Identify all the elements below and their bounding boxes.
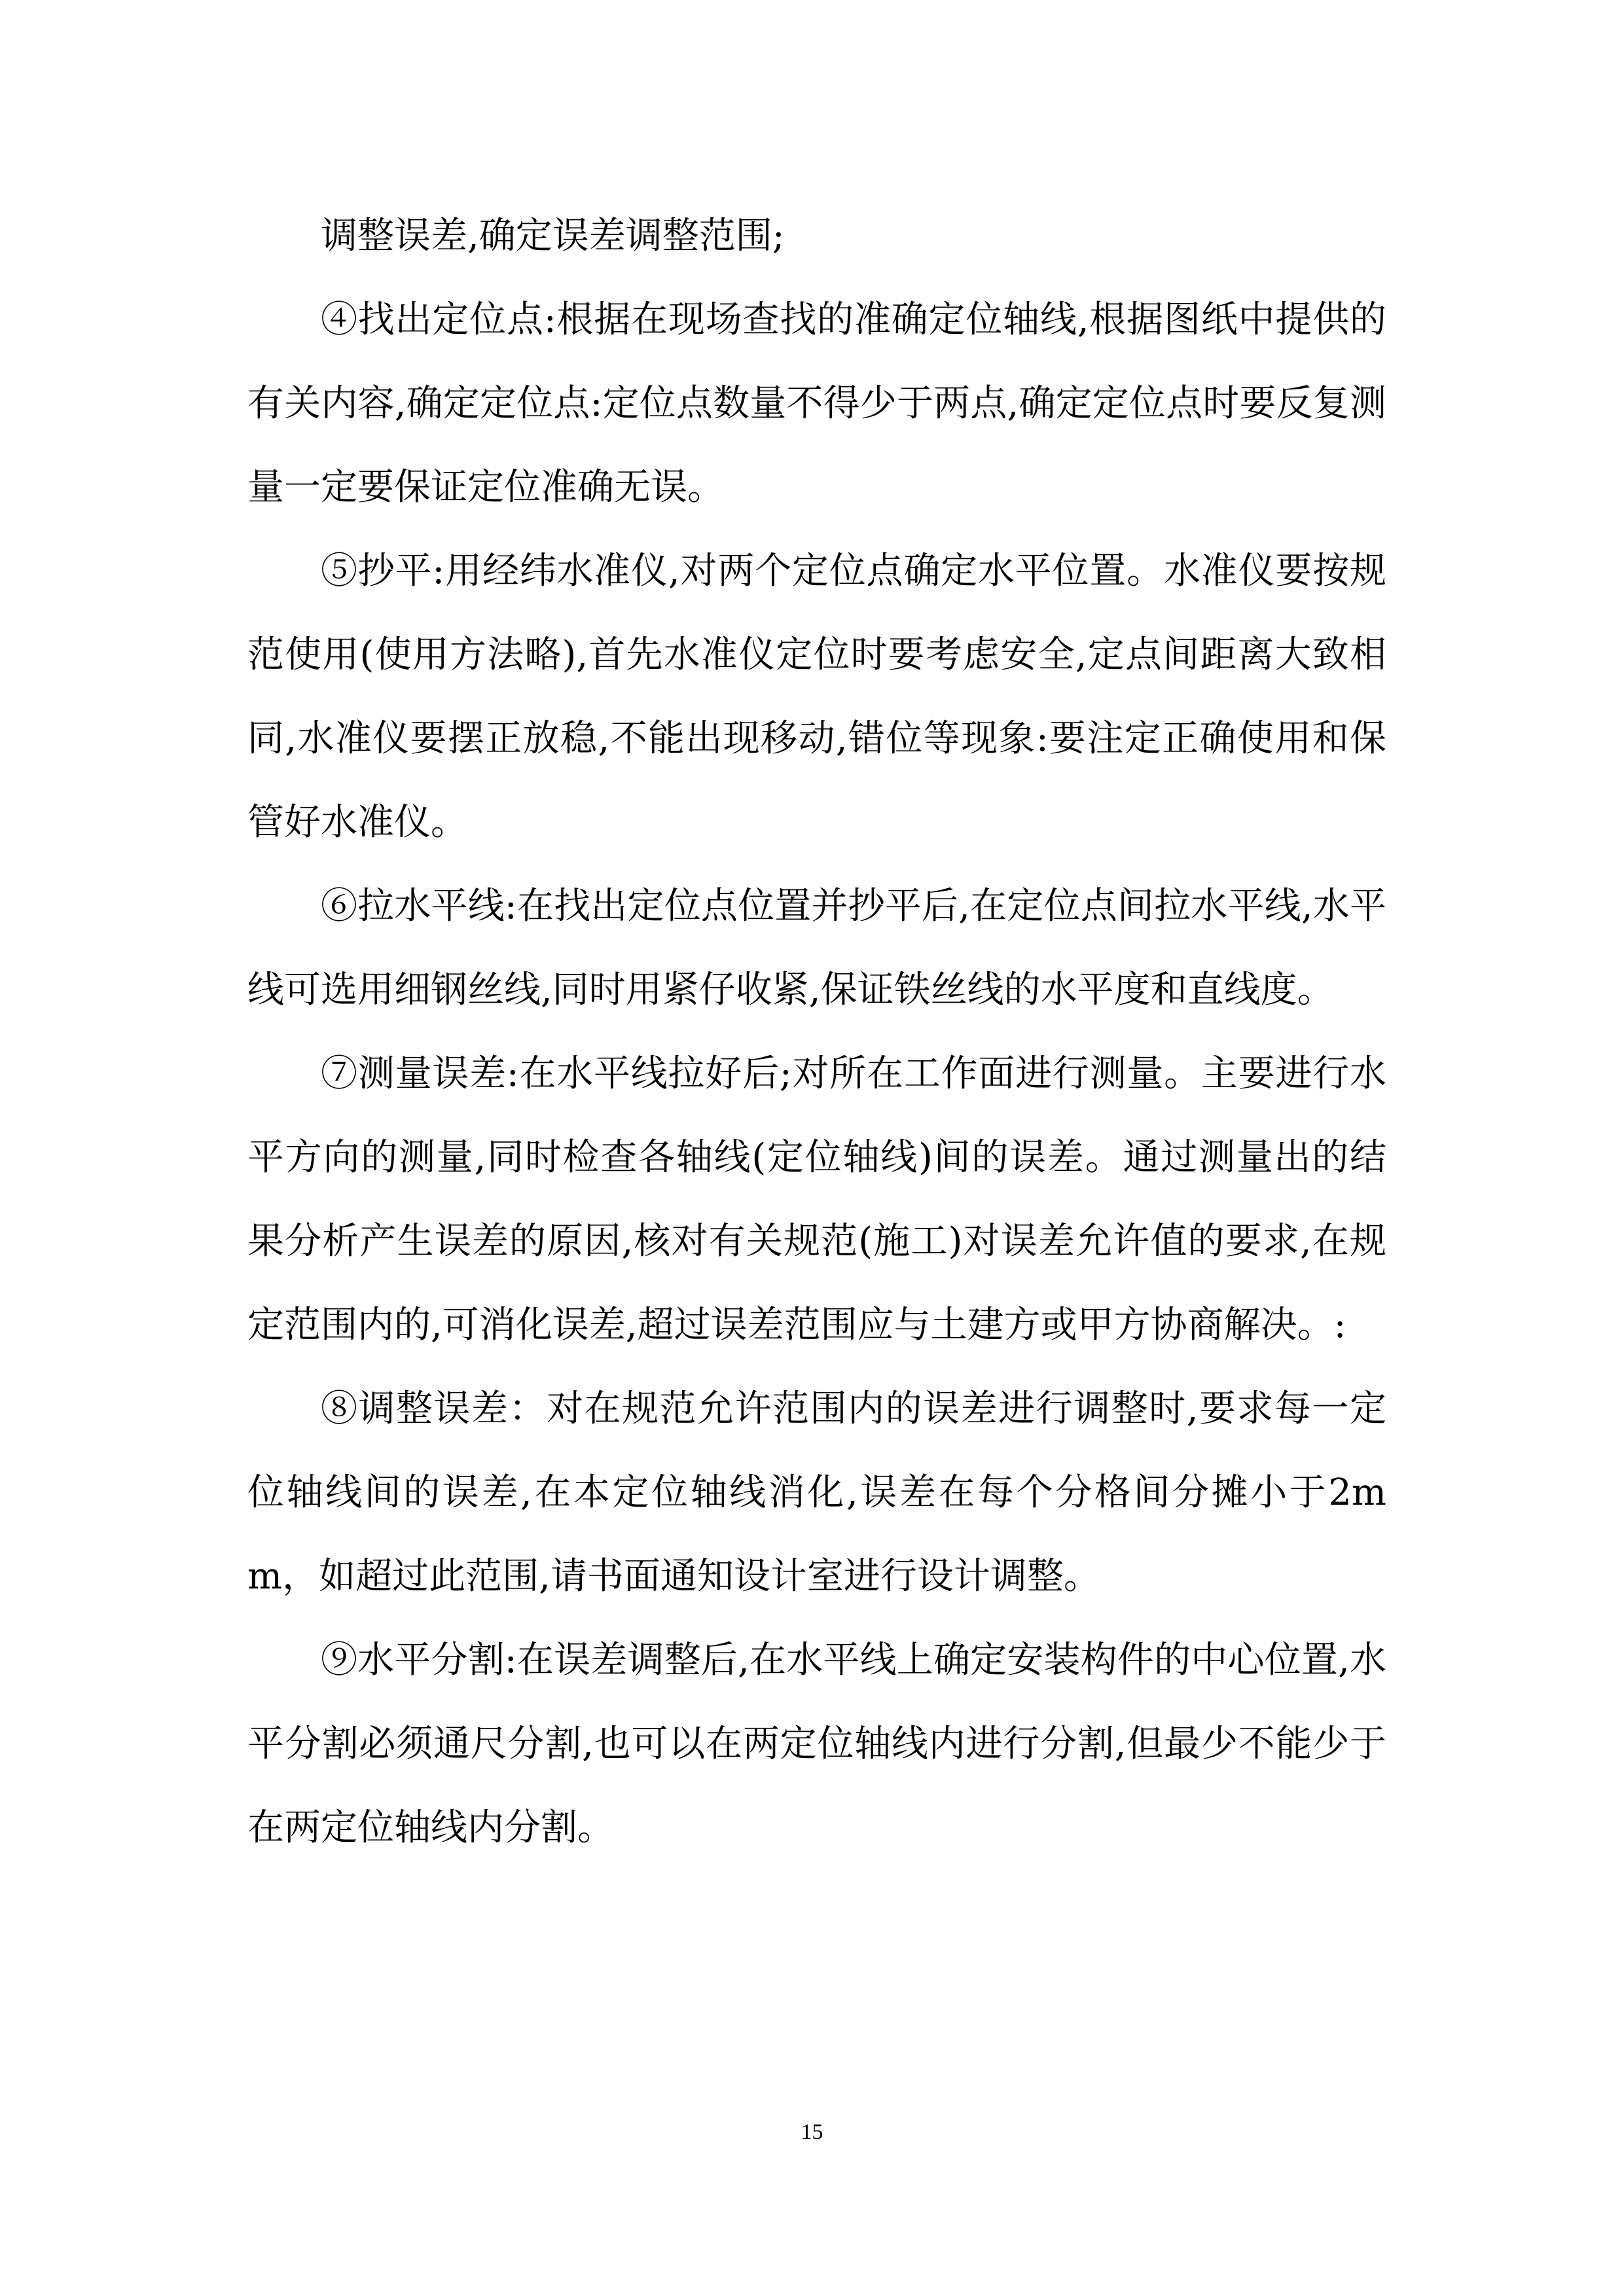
body-text (247, 194, 1386, 1870)
paragraph-step-6: ⑥拉水平线:在找出定位点位置并抄平后,在定位点间拉水平线,水平线可选用细钢丝线,同时用紧仔收紧,保证铁丝线的水平度和直线度。 (247, 885, 1386, 1011)
paragraph-continuation: 调整误差,确定误差调整范围; (321, 215, 785, 257)
paragraph-step-7: ⑦测量误差:在水平线拉好后;对所在工作面进行测量。主要进行水平方向的测量,同时检查各轴线(定位轴线)间的误差。通过测量出的结果分析产生误差的原因,核对有关规范(施工)对误差允许值的要求,在规定范围内的,可消化误差,超过误差范围应与土建方或甲方协商解决。: (247, 1052, 1386, 1346)
paragraph-step-8: ⑧调整误差：对在规范允许范围内的误差进行调整时,要求每一定位轴线间的误差,在本定位轴线消化,误差在每个分格间分摊小于2mm，如超过此范围,请书面通知设计室进行设计调整。 (247, 1388, 1386, 1598)
paragraph-step-5: ⑤抄平:用经纬水准仪,对两个定位点确定水平位置。水准仪要按规范使用(使用方法略),首先水准仪定位时要考虑安全,定点间距离大致相同,水准仪要摆正放稳,不能出现移动,错位等现象:要注定正确使用和保管好水准仪。 (247, 550, 1386, 844)
paragraph-step-4: ④找出定位点:根据在现场查找的准确定位轴线,根据图纸中提供的有关内容,确定定位点:定位点数量不得少于两点,确定定位点时要反复测量一定要保证定位准确无误。 (247, 298, 1386, 509)
paragraph-step-9: ⑨水平分割:在误差调整后,在水平线上确定安装构件的中心位置,水平分割必须通尺分割,也可以在两定位轴线内进行分割,但最少不能少于在两定位轴线内分割。 (247, 1639, 1386, 1849)
page-number: 15 (801, 2120, 823, 2144)
